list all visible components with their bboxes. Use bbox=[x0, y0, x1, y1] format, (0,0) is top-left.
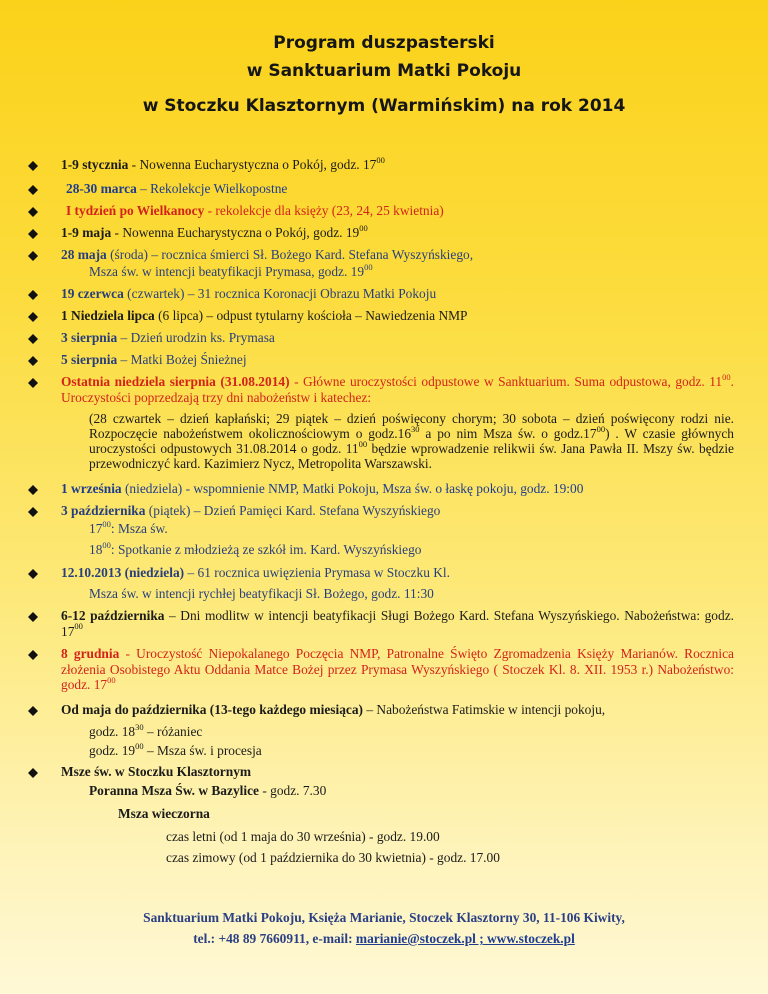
item-sup: 00 bbox=[102, 518, 111, 529]
item-date: 6-12 października bbox=[61, 608, 165, 623]
paragraph-text-b: a po nim Msza św. o godz.17 bbox=[419, 426, 597, 441]
item-text: – Matki Bożej Śnieżnej bbox=[117, 352, 247, 367]
item-sup: 00 bbox=[596, 423, 606, 434]
item-text: - Główne uroczystości odpustowe w Sanktuarium. Suma odpustowa, godz. 11 bbox=[289, 374, 723, 389]
item-date: 28 maja bbox=[61, 247, 107, 262]
item-date: 12.10.2013 (niedziela) bbox=[61, 565, 185, 580]
item-text: – Dzień urodzin ks. Prymasa bbox=[117, 330, 275, 345]
item-paragraph bbox=[89, 411, 734, 471]
item-subline bbox=[89, 740, 262, 759]
title-line-2: w Sanktuarium Matki Pokoju bbox=[246, 61, 522, 81]
item-text: (piątek) – Dzień Pamięci Kard. Stefana Wyszyńskiego bbox=[145, 503, 441, 518]
item-sup: 00 bbox=[376, 154, 385, 165]
item-sup: 00 bbox=[722, 371, 731, 382]
diamond-bullet-icon bbox=[28, 251, 38, 261]
diamond-bullet-icon bbox=[28, 507, 38, 517]
subline-text: : Msza św. bbox=[110, 521, 168, 536]
paragraph-text-c: ) . W czasie głównych uroczystości odpustowych 31.08.2014 o godz. 11 bbox=[89, 426, 735, 456]
subline-text: - godz. 7.30 bbox=[258, 783, 327, 798]
item-date: 28-30 marca bbox=[66, 181, 137, 196]
footer-contact-text: tel.: +48 89 7660911, e-mail: bbox=[193, 931, 356, 946]
diamond-bullet-icon bbox=[28, 612, 38, 622]
diamond-bullet-icon bbox=[28, 229, 38, 239]
item-text: - Nowenna Eucharystyczna o Pokój, godz. 17 bbox=[128, 157, 377, 172]
item-subline bbox=[89, 539, 422, 558]
item-date: Msze św. w Stoczku Klasztornym bbox=[61, 764, 252, 779]
item-text: - Uroczystość Niepokalanego Poczęcia NMP, Patronalne Święto Zgromadzenia Księży Marianów. Rocznica złożenia Osobistego Aktu Oddania Matce Bożej przez Prymasa Wyszyńskiego ( Stoczek Kl. 8. XII. 1953 r.) Nabożeństwo: godz. 17 bbox=[61, 646, 734, 692]
item-text: - rekolekcje dla księży (23, 24, 25 kwietnia) bbox=[204, 203, 444, 218]
item-date: 3 sierpnia bbox=[61, 330, 118, 345]
item-text: (niedziela) - wspomnienie NMP, Matki Pokoju, Msza św. o łaskę pokoju, godz. 19:00 bbox=[121, 481, 584, 496]
item-date: 19 czerwca bbox=[61, 286, 124, 301]
item-date: Od maja do października (13-tego każdego miesiąca) bbox=[61, 702, 364, 717]
item-date: 1-9 stycznia bbox=[61, 157, 129, 172]
item-text: – Rekolekcje Wielkopostne bbox=[136, 181, 288, 196]
subline-time: godz. 19 bbox=[89, 743, 136, 758]
diamond-bullet-icon bbox=[28, 161, 38, 171]
diamond-bullet-icon bbox=[28, 768, 38, 778]
item-subline: Msza wieczorna bbox=[118, 806, 210, 821]
item-text: - Nowenna Eucharystyczna o Pokój, godz. 19 bbox=[111, 225, 360, 240]
item-sup: 00 bbox=[358, 438, 368, 449]
item-date: 1 Niedziela lipca bbox=[61, 308, 155, 323]
subline-text: – Msza św. i procesja bbox=[143, 743, 262, 758]
diamond-bullet-icon bbox=[28, 356, 38, 366]
item-text: – 61 rocznica uwięzienia Prymasa w Stoczku Kl. bbox=[184, 565, 450, 580]
item-sup: 00 bbox=[135, 740, 144, 751]
footer-address: Sanktuarium Matki Pokoju, Księża Marianie, Stoczek Klasztorny 30, 11-106 Kiwity, bbox=[143, 910, 625, 925]
item-sup: 00 bbox=[364, 261, 373, 272]
item-subline-text: Msza św. w intencji beatyfikacji Prymasa, godz. 19 bbox=[89, 264, 365, 279]
item-date: Ostatnia niedziela sierpnia (31.08.2014) bbox=[61, 374, 290, 389]
diamond-bullet-icon bbox=[28, 706, 38, 716]
item-text-2: . Uroczystości poprzedzają trzy dni nabożeństw i katechez: bbox=[61, 374, 734, 405]
item-text: – Nabożeństwa Fatimskie w intencji pokoju, bbox=[363, 702, 606, 717]
item-sup: 30 bbox=[411, 423, 420, 434]
item-subline: Msza św. w intencji rychłej beatyfikacji Sł. Bożego, godz. 11:30 bbox=[89, 586, 434, 601]
diamond-bullet-icon bbox=[28, 290, 38, 300]
title-line-1: Program duszpasterski bbox=[273, 33, 495, 53]
item-sup: 30 bbox=[135, 721, 144, 732]
subline-text: – różaniec bbox=[143, 724, 203, 739]
diamond-bullet-icon bbox=[28, 569, 38, 579]
item-subline bbox=[89, 518, 168, 537]
diamond-bullet-icon bbox=[28, 485, 38, 495]
diamond-bullet-icon bbox=[28, 650, 38, 660]
subline-time: 18 bbox=[89, 542, 103, 557]
subline-bold: Poranna Msza Św. w Bazylice bbox=[89, 783, 259, 798]
item-subline: czas zimowy (od 1 października do 30 kwietnia) - godz. 17.00 bbox=[166, 850, 500, 865]
paragraph-text-a: (28 czwartek – dzień kapłański; 29 piątek – dzień poświęcony chorym; 30 sobota – dzień poświęcony rodzi nie. Rozpoczęcie nabożeństwem okolicznościowym o godz.16 bbox=[89, 411, 734, 441]
item-subline bbox=[89, 721, 203, 740]
item-date: 5 sierpnia bbox=[61, 352, 118, 367]
title-line-3: w Stoczku Klasztornym (Warmińskim) na rok 2014 bbox=[142, 96, 626, 116]
diamond-bullet-icon bbox=[28, 185, 38, 195]
footer-contact bbox=[0, 931, 768, 947]
diamond-bullet-icon bbox=[28, 312, 38, 322]
item-date: 1 września bbox=[61, 481, 122, 496]
item-date: 8 grudnia bbox=[61, 646, 120, 661]
item-subline: czas letni (od 1 maja do 30 września) - godz. 19.00 bbox=[166, 829, 440, 844]
item-text: (6 lipca) – odpust tytularny kościoła – Nawiedzenia NMP bbox=[154, 308, 468, 323]
subline-time: 17 bbox=[89, 521, 103, 536]
item-text: – Dni modlitw w intencji beatyfikacji Sługi Bożego Kard. Stefana Wyszyńskiego. Nabożeństwa: godz. 17 bbox=[61, 608, 734, 639]
item-sup: 00 bbox=[102, 539, 111, 550]
item-sup: 00 bbox=[107, 674, 116, 685]
item-subline bbox=[89, 261, 373, 280]
footer-email-link[interactable]: marianie@stoczek.pl ; www.stoczek.pl bbox=[355, 931, 575, 946]
item-date: 1-9 maja bbox=[61, 225, 112, 240]
item-sup: 00 bbox=[359, 222, 368, 233]
diamond-bullet-icon bbox=[28, 378, 38, 388]
item-sup: 00 bbox=[74, 621, 83, 632]
item-subline bbox=[89, 783, 326, 799]
item-date: I tydzień po Wielkanocy bbox=[66, 203, 205, 218]
paragraph-text-d: będzie wprowadzenie relikwii św. Jana Pawła II. Mszy św. będzie przewodniczyć kard. Kazimierz Nycz, Metropolita Warszawski. bbox=[89, 441, 734, 471]
subline-text: : Spotkanie z młodzieżą ze szkół im. Kard. Wyszyńskiego bbox=[110, 542, 422, 557]
diamond-bullet-icon bbox=[28, 207, 38, 217]
diamond-bullet-icon bbox=[28, 334, 38, 344]
item-text: (środa) – rocznica śmierci Sł. Bożego Kard. Stefana Wyszyńskiego, bbox=[106, 247, 474, 262]
item-text: (czwartek) – 31 rocznica Koronacji Obrazu Matki Pokoju bbox=[123, 286, 437, 301]
subline-time: godz. 18 bbox=[89, 724, 136, 739]
item-date: 3 października bbox=[61, 503, 146, 518]
